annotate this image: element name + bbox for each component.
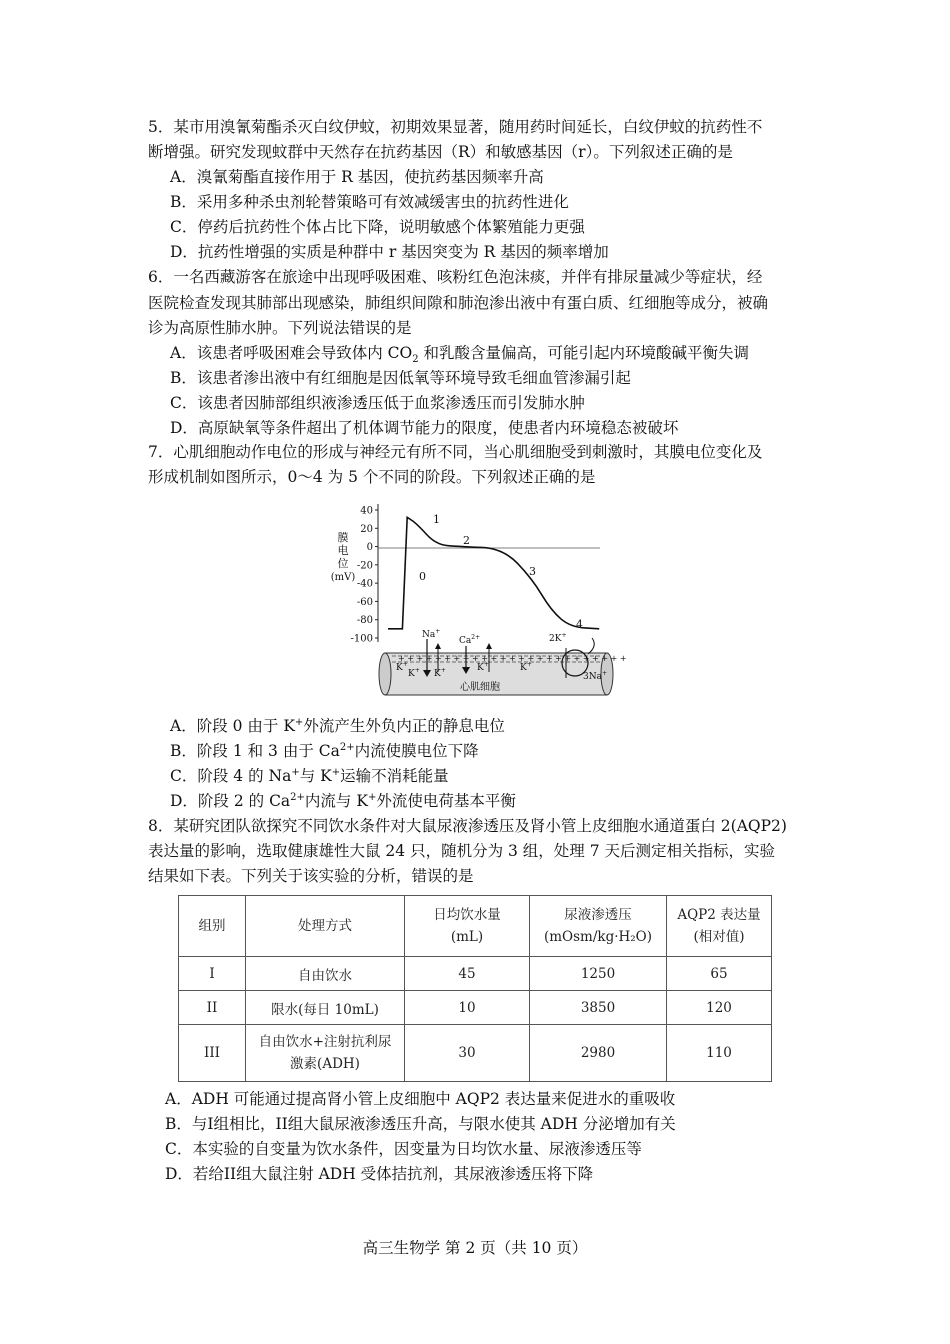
page-footer: 高三生物学 第 2 页（共 10 页） — [362, 1239, 588, 1257]
y-tick-label: -80 — [356, 615, 373, 627]
cell-aqp2: 110 — [667, 1025, 772, 1082]
q7-stem-line2: 形成机制如图所示，0～4 为 5 个不同的阶段。下列叙述正确的是 — [148, 468, 596, 486]
table-row — [179, 957, 772, 991]
cell-osmolality: 2980 — [530, 1025, 667, 1082]
q8-option-b: B．与I组相比，II组大鼠尿液渗透压升高，与限水使其 ADH 分泌增加有关 — [165, 1115, 676, 1133]
cell-water: 30 — [405, 1025, 530, 1082]
q8-option-c: C．本实验的自变量为饮水条件，因变量为日均饮水量、尿液渗透压等 — [165, 1140, 642, 1158]
pump-arrow-out — [588, 638, 594, 654]
two-k-label: 2K+ — [549, 632, 567, 644]
y-tick-label: -40 — [356, 578, 373, 590]
q5-option-c: C．停药后抗药性个体占比下降，说明敏感个体繁殖能力更强 — [170, 218, 585, 236]
k-arrow-1-head — [435, 643, 441, 649]
q6-stem-line3: 诊为高原性肺水肿。下列说法错误的是 — [148, 319, 412, 337]
q7-option-c: C．阶段 4 的 Na+与 K+运输不消耗能量 — [170, 766, 449, 785]
header-water: 日均饮水量 (mL) — [405, 896, 530, 957]
k-label-4: K+ — [477, 661, 489, 673]
cell-osmolality: 1250 — [530, 957, 667, 991]
q5-option-a: A．溴氰菊酯直接作用于 R 基因，使抗药基因频率升高 — [170, 168, 544, 186]
y-label-1: 膜 — [337, 531, 349, 544]
y-tick-label: -20 — [356, 560, 373, 572]
table-header-row — [179, 896, 772, 957]
k-label-2: K+ — [408, 667, 420, 679]
q8-stem-line1: 8．某研究团队欲探究不同饮水条件对大鼠尿液渗透压及肾小管上皮细胞水通道蛋白 2(AQP2) — [148, 817, 787, 835]
q8-stem-line2: 表达量的影响，选取健康雄性大鼠 24 只，随机分为 3 组，处理 7 天后测定相关指标，实验 — [148, 842, 776, 860]
cell-aqp2: 65 — [667, 957, 772, 991]
k-label-3: K+ — [434, 667, 446, 679]
q7-option-d: D．阶段 2 的 $Ca^{2+}$内流与 K+外流使电荷基本平衡 — [170, 791, 516, 810]
k-label-5: K+ — [520, 661, 532, 673]
na-label: Na+ — [422, 628, 441, 640]
phase-label-0: 0 — [419, 570, 426, 583]
table-row — [179, 991, 772, 1025]
results-table — [178, 895, 772, 1082]
q5-stem-line2: 断增强。研究发现蚊群中天然存在抗药基因（R）和敏感基因（r）。下列叙述正确的是 — [148, 143, 733, 161]
cell-left-end — [379, 653, 391, 695]
phase-label-2: 2 — [463, 534, 470, 547]
q7-option-a: A．阶段 0 由于 K+外流产生外负内正的静息电位 — [170, 716, 505, 735]
cell-group: III — [179, 1025, 246, 1082]
k-arrow-2-head — [486, 643, 492, 649]
cell-group: I — [179, 957, 246, 991]
y-unit: (mV) — [330, 572, 356, 583]
header-group: 组别 — [179, 896, 246, 957]
header-aqp2: AQP2 表达量 (相对值) — [667, 896, 772, 957]
cell-label: 心肌细胞 — [460, 682, 500, 693]
header-osmolality: 尿液渗透压 (mOsm/kg·H₂O) — [530, 896, 667, 957]
ca-label: $Ca^{2+}$ — [459, 634, 481, 646]
q5-option-b: B．采用多种杀虫剂轮替策略可有效减缓害虫的抗药性进化 — [170, 193, 569, 211]
action-potential-figure — [330, 496, 630, 706]
q6-stem-line2: 医院检查发现其肺部出现感染，肺组织间隙和肺泡渗出液中有蛋白质、红细胞等成分，被确 — [148, 294, 769, 312]
q6-option-b: B．该患者渗出液中有红细胞是因低氧等环境导致毛细血管渗漏引起 — [170, 369, 631, 387]
y-label-3: 位 — [337, 557, 349, 570]
q6-option-a: A．该患者呼吸困难会导致体内 $CO_2$ 和乳酸含量偏高，可能引起内环境酸碱平衡失调 — [170, 344, 750, 366]
three-na-label: 3Na+ — [583, 670, 607, 682]
cell-aqp2: 120 — [667, 991, 772, 1025]
membrane-charges: + + + + + + + + + + + + + + + + + + + + + + + + + — [398, 654, 627, 663]
table-row — [179, 1025, 772, 1082]
q6-stem-line1: 6．一名西藏游客在旅途中出现呼吸困难、咳粉红色泡沫痰，并伴有排尿量减少等症状，经 — [148, 268, 763, 286]
cell-treatment: 自由饮水+注射抗利尿 激素(ADH) — [246, 1025, 405, 1082]
cell-treatment: 自由饮水 — [246, 957, 405, 991]
cell-water: 45 — [405, 957, 530, 991]
phase-label-3: 3 — [529, 565, 536, 578]
y-tick-label: 20 — [360, 523, 373, 535]
cell-treatment: 限水(每日 10mL) — [246, 991, 405, 1025]
y-tick-label: 0 — [366, 542, 373, 554]
header-treatment: 处理方式 — [246, 896, 405, 957]
cell-osmolality: 3850 — [530, 991, 667, 1025]
k-label-1: K+ — [396, 661, 408, 673]
q5-option-d: D．抗药性增强的实质是种群中 r 基因突变为 R 基因的频率增加 — [170, 243, 609, 261]
y-tick-label: 40 — [360, 505, 373, 517]
q6-option-c: C．该患者因肺部组织液渗透压低于血浆渗透压而引发肺水肿 — [170, 394, 585, 412]
y-tick-label: -100 — [350, 633, 373, 645]
q7-option-b: B．阶段 1 和 3 由于 $Ca^{2+}$内流使膜电位下降 — [170, 741, 479, 760]
q8-stem-line3: 结果如下表。下列关于该实验的分析，错误的是 — [148, 867, 474, 885]
q7-stem-line1: 7．心肌细胞动作电位的形成与神经元有所不同，当心肌细胞受到刺激时，其膜电位变化及 — [148, 443, 763, 461]
q8-option-a: A．ADH 可能通过提高肾小管上皮细胞中 AQP2 表达量来促进水的重吸收 — [165, 1090, 676, 1108]
cell-water: 10 — [405, 991, 530, 1025]
phase-label-1: 1 — [433, 513, 440, 526]
y-tick-label: -60 — [356, 596, 373, 608]
q5-stem-line1: 5．某市用溴氰菊酯杀灭白纹伊蚊，初期效果显著，随用药时间延长，白纹伊蚊的抗药性不 — [148, 118, 763, 136]
y-label-2: 电 — [337, 544, 349, 557]
q6-option-d: D．高原缺氧等条件超出了机体调节能力的限度，使患者内环境稳态被破坏 — [170, 419, 679, 437]
cell-group: II — [179, 991, 246, 1025]
q8-option-d: D．若给II组大鼠注射 ADH 受体拮抗剂，其尿液渗透压将下降 — [165, 1165, 594, 1183]
phase-label-4: 4 — [576, 618, 583, 631]
